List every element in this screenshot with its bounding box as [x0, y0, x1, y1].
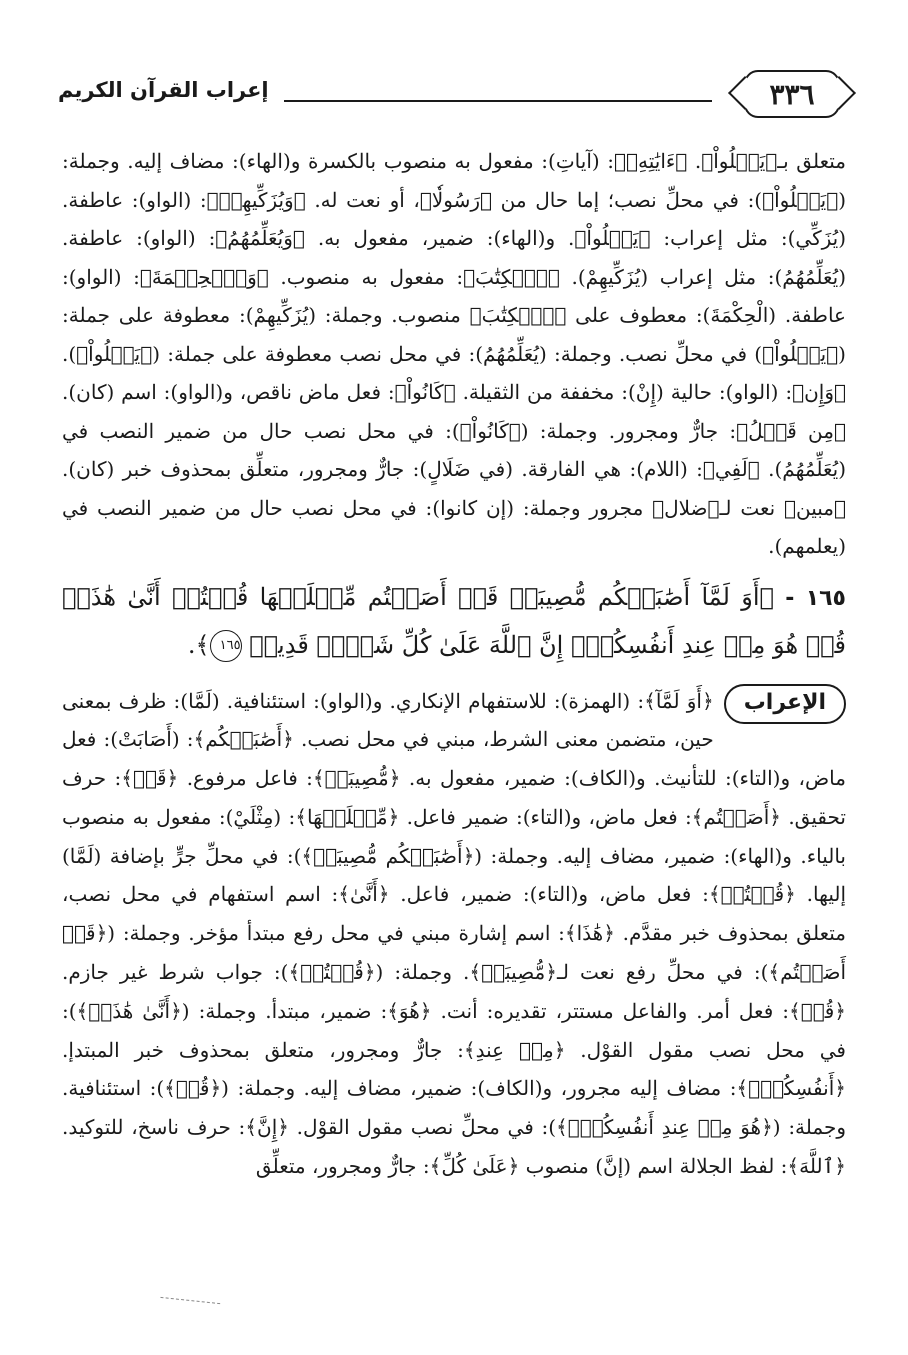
- page-content: [62, 142, 846, 1186]
- verse-text: ﴿أَوَ لَمَّآ أَصَٰبَتۡكُم مُّصِيبَةٞ قَدۡ أَصَبۡتُم مِّثۡلَيۡهَا قُلۡتُمۡ أَنَّىٰ هَٰذَاۖ قُلۡ هُوَ مِنۡ عِندِ أَنفُسِكُمۡۗ إِنَّ ٱللَّهَ عَلَىٰ كُلِّ شَيۡءٖ قَدِيرٞ: [62, 582, 846, 659]
- ayah-end-marker: ١٦٥: [210, 630, 242, 662]
- quran-verse: [62, 574, 846, 668]
- scan-mark: [160, 1297, 220, 1310]
- page-number: ٣٣٦: [769, 77, 815, 111]
- irab-heading: الإعراب: [724, 684, 846, 724]
- verse-closing: ﴾.: [187, 630, 210, 659]
- irab-paragraph: ﴿أَوَ لَمَّآ﴾: (الهمزة): للاستفهام الإنكاري. و(الواو): استئنافية. (لَمَّا): ظرف بمعنى حين، متضمن معنى الشرط، مبني في محل نصب. ﴿أَصَٰبَتۡكُم﴾: (أَصَابَتْ): فعل ماض، و(التاء): للتأنيث. و(الكاف): ضمير، مفعول به. ﴿مُّصِيبَةٞ﴾: فاعل مرفوع. ﴿قَدۡ﴾: حرف تحقيق. ﴿أَصَبۡتُم﴾: فعل ماض، و(التاء): ضمير فاعل. ﴿مِّثۡلَيۡهَا﴾: (مِثْلَيْ): مفعول به منصوب بالياء. و(الهاء): ضمير، مضاف إليه. وجملة: (﴿أَصَٰبَتۡكُم مُّصِيبَةٞ﴾): في محلِّ جرٍّ بإضافة (لَمَّا) إليها. ﴿قُلۡتُمۡ﴾: فعل ماض، و(التاء): ضمير، فاعل. ﴿أَنَّىٰ﴾: اسم استفهام في محل نصب، متعلق بمحذوف خبر مقدَّم. ﴿هَٰذَا﴾: اسم إشارة مبني في محل رفع مبتدأ مؤخر. وجملة: (﴿قَدۡ أَصَبۡتُم﴾): في محلِّ رفع نعت لـ﴿مُّصِيبَةٞ﴾. وجملة: (﴿قُلۡتُمۡ﴾): جواب شرط غير جازم. ﴿قُلۡ﴾: فعل أمر. والفاعل مستتر، تقديره: أنت. ﴿هُوَ﴾: ضمير، مبتدأ. وجملة: (﴿أَنَّىٰ هَٰذَاۖ﴾): في محل نصب مقول القوْل. ﴿مِنۡ عِندِ﴾: جارٌّ ومجرور، متعلق بمحذوف خبر المبتدإ. ﴿أَنفُسِكُمۡۗ﴾: مضاف إليه مجرور، و(الكاف): ضمير، مضاف إليه. وجملة: (﴿قُلۡ﴾): استئنافية. وجملة: (﴿هُوَ مِنۡ عِندِ أَنفُسِكُمۡۗ﴾): في محلِّ نصب مقول القوْل. ﴿إِنَّ﴾: حرف ناسخ، للتوكيد. ﴿ٱللَّهَ﴾: لفظ الجلالة اسم (إنَّ) منصوب ﴿عَلَىٰ كُلِّ﴾: جارٌّ ومجرور، متعلِّق: [62, 688, 846, 1179]
- header-divider: [284, 100, 712, 102]
- page-number-frame: [744, 70, 840, 118]
- irab-section: [62, 682, 846, 1186]
- book-title: إعراب القرآن الكريم: [58, 78, 269, 102]
- page-header: [58, 70, 840, 118]
- commentary-paragraph: متعلق بـ﴿يَتۡلُواْ﴾. ﴿ءَايَٰتِهِۦ﴾: (آياتِ): مفعول به منصوب بالكسرة و(الهاء): مضاف إليه. وجملة: (﴿يَتۡلُواْ﴾): في محلِّ نصب؛ إما حال من ﴿رَسُولٗا﴾، أو نعت له. ﴿وَيُزَكِّيهِمۡ﴾: (الواو): عاطفة. (يُزَكِّي): مثل إعراب: ﴿يَتۡلُواْ﴾. و(الهاء): ضمير، مفعول به. ﴿وَيُعَلِّمُهُمُ﴾: (الواو): عاطفة. (يُعَلِّمُهُمُ): مثل إعراب (يُزَكِّيهِمْ). ﴿ٱلۡكِتَٰبَ﴾: مفعول به منصوب. ﴿وَٱلۡحِكۡمَةَ﴾: (الواو): عاطفة. (الْحِكْمَةَ): معطوف على ﴿ٱلۡكِتَٰبَ﴾ منصوب. وجملة: (يُزَكِّيهِمْ): معطوفة على جملة: (﴿يَتۡلُواْ﴾) في محلِّ نصب. وجملة: (يُعَلِّمُهُمُ): في محل نصب معطوفة على جملة: (﴿يَتۡلُواْ﴾). ﴿وَإِن﴾: (الواو): حالية (إِنْ): مخففة من الثقيلة. ﴿كَانُواْ﴾: فعل ماض ناقص، و(الواو): اسم (كان). ﴿مِن قَبۡلُ﴾: جارٌّ ومجرور. وجملة: (﴿كَانُواْ﴾): في محل نصب حال من ضمير النصب في (يُعَلِّمُهُمُ). ﴿لَفِي﴾: (اللام): هي الفارقة. (في ضَلَالٍ): جارٌّ ومجرور، متعلِّق بمحذوف خبر (كان). ﴿مبين﴾ نعت لـ﴿ضلال﴾ مجرور وجملة: (إن كانوا): في محل نصب حال من ضمير النصب في (يعلمهم).: [62, 149, 846, 558]
- verse-number: ١٦٥ -: [785, 585, 846, 611]
